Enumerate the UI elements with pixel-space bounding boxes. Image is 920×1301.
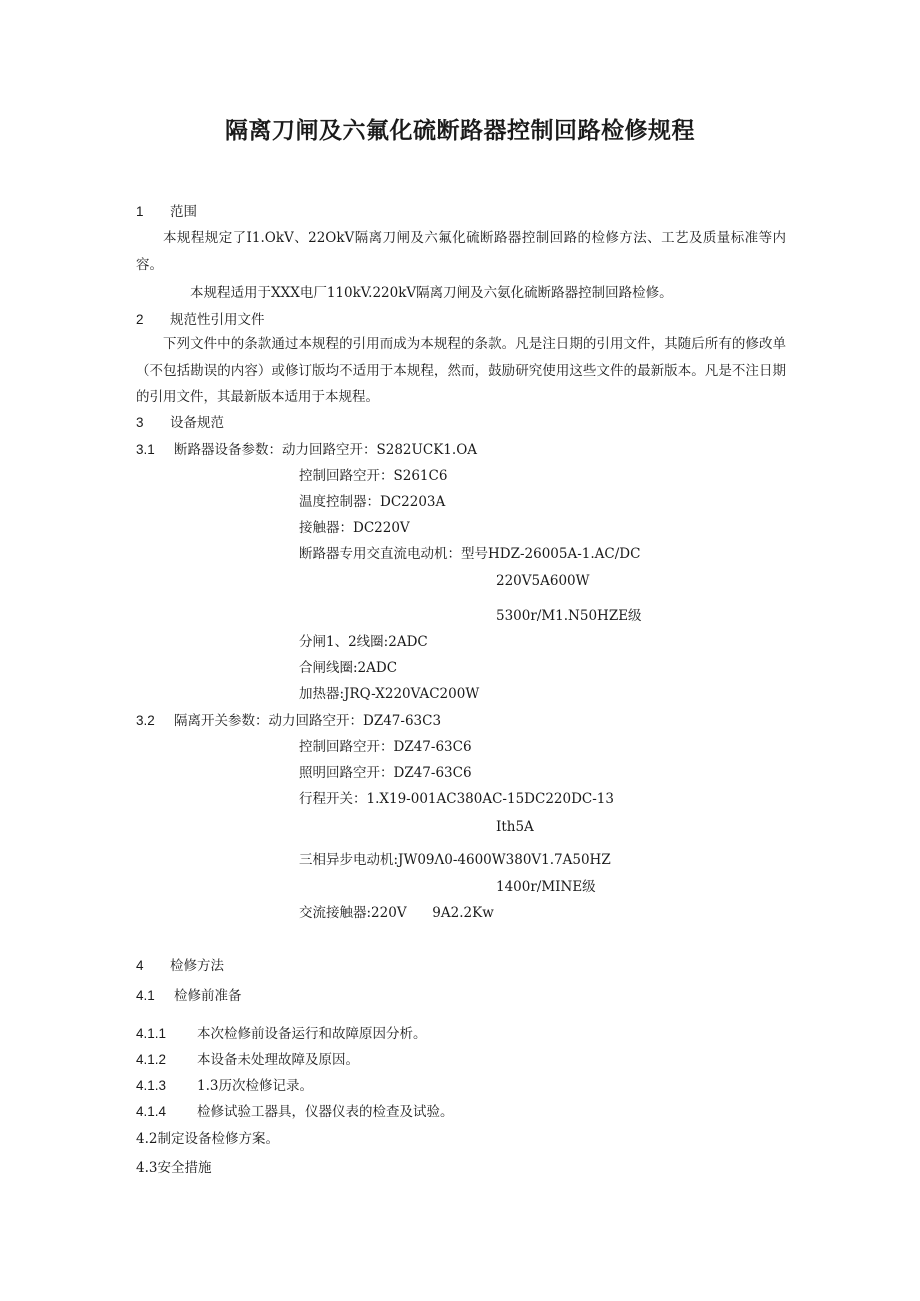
document-title: 隔离刀闸及六氟化硫断路器控制回路检修规程 bbox=[225, 118, 695, 144]
item-4-1-4-text: 检修试验工器具，仪器仪表的检查及试验。 bbox=[197, 1104, 454, 1120]
section-4-1-number: 4.1 bbox=[136, 988, 155, 1003]
breaker-control-breaker: 控制回路空开：S261C6 bbox=[299, 468, 448, 484]
switch-ac-contactor: 交流接触器:220V 9A2.2Kw bbox=[299, 905, 494, 921]
section-3-number: 3 bbox=[136, 415, 144, 430]
switch-lighting-breaker: 照明回路空开：DZ47-63C6 bbox=[299, 765, 472, 781]
section-3-2-number: 3.2 bbox=[136, 713, 155, 728]
breaker-motor-speed: 5300r/M1.N50HZE级 bbox=[496, 608, 642, 624]
scope-paragraph-1: 本规程规定了I1.OkV、22OkV隔离刀闸及六氟化硫断路器控制回路的检修方法、工艺及质量标准等内容。 bbox=[136, 230, 786, 273]
switch-limit-switch-current: Ith5A bbox=[496, 819, 534, 835]
section-3-1-number: 3.1 bbox=[136, 442, 155, 457]
switch-params-head: 隔离开关参数：动力回路空开：DZ47-63C3 bbox=[174, 713, 442, 729]
breaker-trip-coil: 分闸1、2线圈:2ADC bbox=[299, 634, 428, 650]
section-2-label: 规范性引用文件 bbox=[170, 312, 265, 328]
section-4-number: 4 bbox=[136, 958, 144, 973]
section-4-3: 4.3安全措施 bbox=[136, 1160, 212, 1176]
item-4-1-1-number: 4.1.1 bbox=[136, 1026, 167, 1041]
breaker-close-coil: 合闸线圈:2ADC bbox=[299, 660, 398, 676]
switch-motor-speed: 1400r/MINE级 bbox=[496, 879, 596, 895]
section-1-number: 1 bbox=[136, 204, 144, 219]
item-4-1-3-text: 1.3历次检修记录。 bbox=[197, 1078, 313, 1094]
switch-control-breaker: 控制回路空开：DZ47-63C6 bbox=[299, 739, 472, 755]
section-2-number: 2 bbox=[136, 312, 144, 327]
breaker-contactor: 接触器：DC220V bbox=[299, 520, 410, 536]
item-4-1-3-number: 4.1.3 bbox=[136, 1078, 167, 1093]
switch-motor: 三相异步电动机:JW09Λ0-4600W380V1.7A50HZ bbox=[299, 852, 611, 868]
references-paragraph: 下列文件中的条款通过本规程的引用而成为本规程的条款。凡是注日期的引用文件，其随后所有的修改单（不包括勘误的内容）或修订版均不适用于本规程，然而，鼓励研究使用这些文件的最新版本。凡是不注日期的引用文件，其最新版本适用于本规程。 bbox=[136, 336, 786, 405]
item-4-1-2-text: 本设备未处理故障及原因。 bbox=[197, 1052, 359, 1068]
breaker-heater: 加热器:JRQ-X220VAC200W bbox=[299, 686, 480, 702]
breaker-motor: 断路器专用交直流电动机：型号HDZ-26005A-1.AC/DC bbox=[299, 546, 641, 562]
switch-limit-switch: 行程开关：1.X19-001AC380AC-15DC220DC-13 bbox=[299, 791, 614, 807]
section-4-label: 检修方法 bbox=[170, 958, 224, 974]
section-1-label: 范围 bbox=[170, 204, 197, 220]
scope-paragraph-2: 本规程适用于XXX电厂110kV.220kV隔离刀闸及六氨化硫断路器控制回路检修。 bbox=[190, 285, 673, 301]
section-4-1-label: 检修前准备 bbox=[174, 988, 242, 1004]
section-3-label: 设备规范 bbox=[170, 415, 224, 431]
breaker-motor-rating: 220V5A600W bbox=[496, 573, 590, 589]
item-4-1-1-text: 本次检修前设备运行和故障原因分析。 bbox=[197, 1026, 427, 1042]
item-4-1-2-number: 4.1.2 bbox=[136, 1052, 167, 1067]
breaker-temp-controller: 温度控制器：DC2203A bbox=[299, 494, 446, 510]
item-4-1-4-number: 4.1.4 bbox=[136, 1104, 167, 1119]
breaker-params-head: 断路器设备参数：动力回路空开：S282UCK1.OA bbox=[174, 442, 478, 458]
section-4-2: 4.2制定设备检修方案。 bbox=[136, 1131, 279, 1147]
